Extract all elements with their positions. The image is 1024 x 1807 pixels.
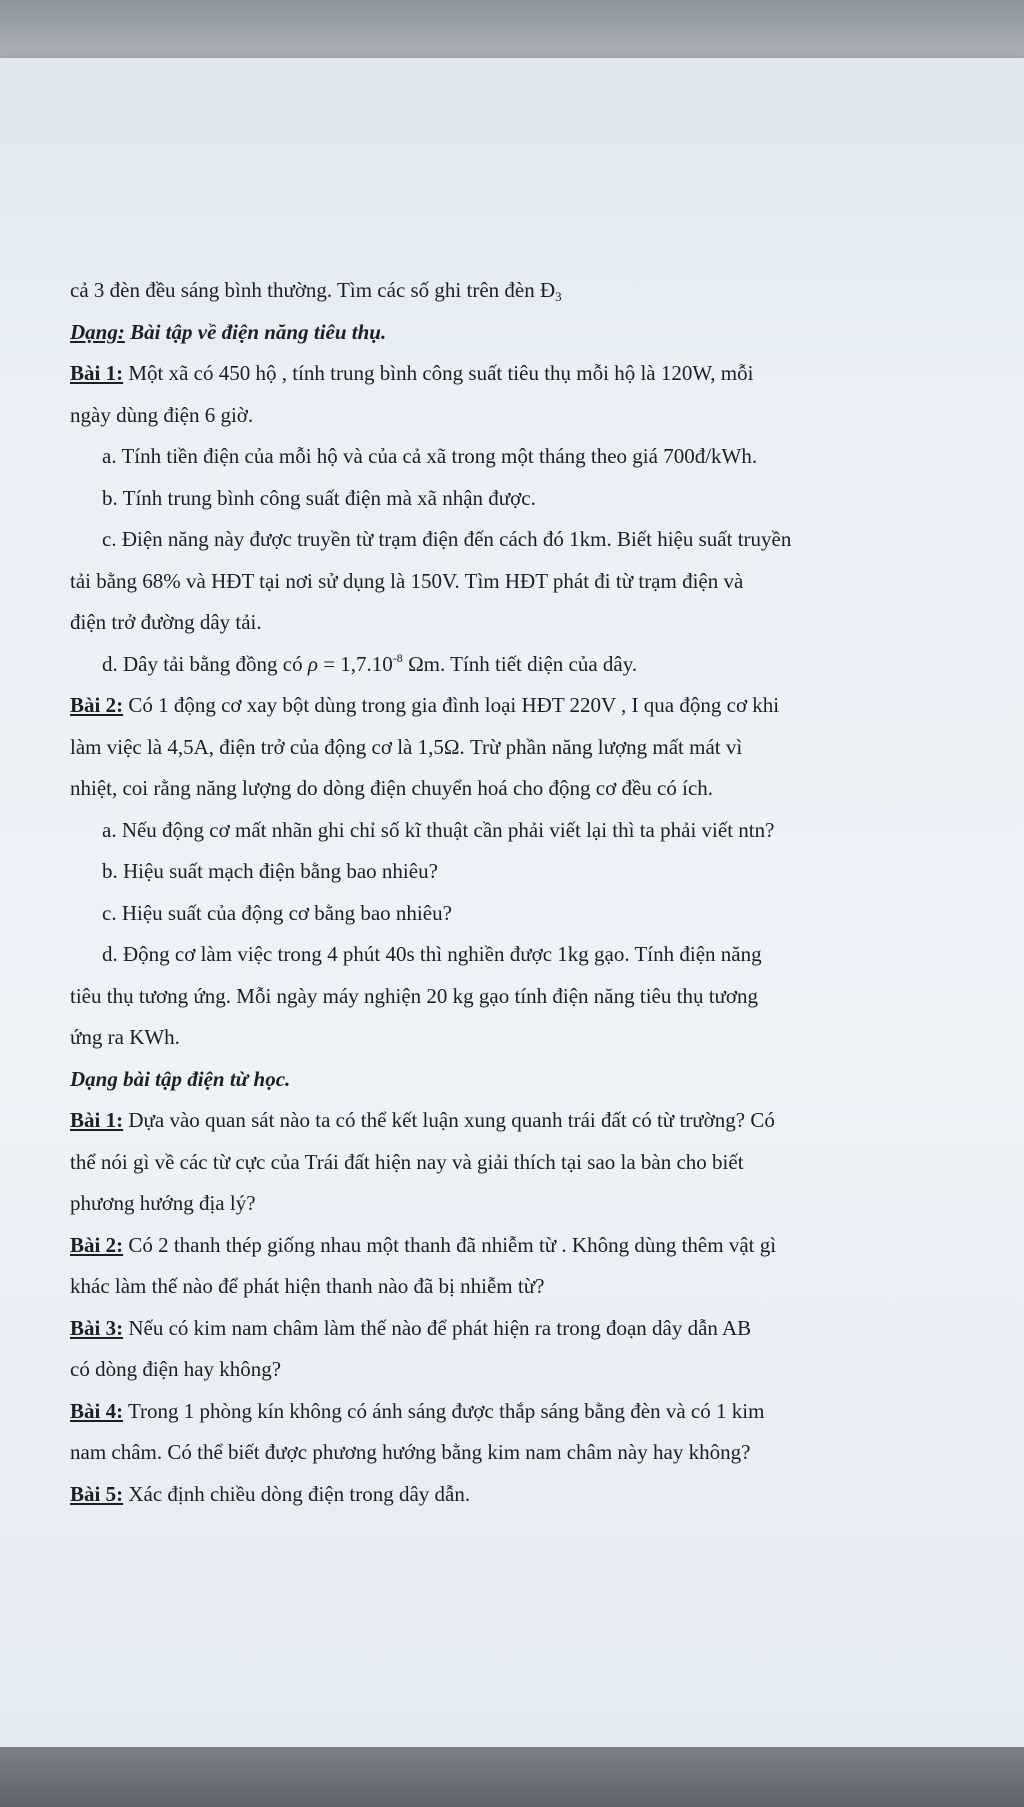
s1-bai1-part-d: d. Dây tải bằng đồng có $\rho = 1,7.10^{-8}$ Ωm. Tính tiết diện của dây.: [102, 650, 638, 676]
document-text: [70, 270, 986, 1515]
s2-bai3-line1: Bài 3: Nếu có kim nam châm làm thế nào để phát hiện ra trong đoạn dây dẫn AB: [70, 1315, 752, 1340]
s1-bai1-part-a: a. Tính tiền điện của mỗi hộ và của cả xã trong một tháng theo giá 700đ/kWh.: [102, 444, 758, 468]
s1-bai1-line1: Bài 1: Một xã có 450 hộ , tính trung bình công suất tiêu thụ mỗi hộ là 120W, mỗi: [70, 361, 754, 385]
s1-bai2-part-d-line1: d. Động cơ làm việc trong 4 phút 40s thì nghiền được 1kg gạo. Tính điện năng: [102, 942, 762, 966]
s1-bai1-part-c-line1: c. Điện năng này được truyền từ trạm điện đến cách đó 1km. Biết hiệu suất truyền: [102, 527, 792, 551]
s2-bai1-line3: phương hướng địa lý?: [70, 1191, 256, 1215]
s2-bai4-line2: nam châm. Có thể biết được phương hướng bằng kim nam châm này hay không?: [70, 1440, 751, 1464]
s1-bai1-part-c-line3: điện trở đường dây tải.: [70, 610, 262, 634]
s1-bai2-part-d-line3: ứng ra KWh.: [70, 1025, 180, 1049]
s2-bai1-line2: thể nói gì về các từ cực của Trái đất hiện nay và giải thích tại sao la bàn cho biết: [70, 1149, 744, 1174]
intro-line: cả 3 đèn đều sáng bình thường. Tìm các số ghi trên đèn $Đ_3$: [70, 278, 562, 304]
s1-bai1-part-c-line2: tải bằng 68% và HĐT tại nơi sử dụng là 150V. Tìm HĐT phát đi từ trạm điện và: [70, 568, 744, 593]
section-heading-energy: Dạng: Bài tập về điện năng tiêu thụ.: [70, 319, 387, 344]
s2-bai4-line1: Bài 4: Trong 1 phòng kín không có ánh sáng được thắp sáng bằng đèn và có 1 kim: [70, 1398, 765, 1423]
s1-bai2-part-c: c. Hiệu suất của động cơ bằng bao nhiêu?: [102, 900, 452, 925]
s2-bai5-line1: Bài 5: Xác định chiều dòng điện trong dây dẫn.: [70, 1481, 471, 1506]
s2-bai2-line1: Bài 2: Có 2 thanh thép giống nhau một thanh đã nhiễm từ . Không dùng thêm vật gì: [70, 1232, 777, 1257]
s1-bai1-part-b: b. Tính trung bình công suất điện mà xã nhận được.: [102, 485, 536, 510]
photo-bottom-background: [0, 1747, 1024, 1807]
s1-bai2-part-b: b. Hiệu suất mạch điện bằng bao nhiêu?: [102, 859, 438, 883]
s2-bai3-line2: có dòng điện hay không?: [70, 1357, 282, 1381]
s1-bai2-line3: nhiệt, coi rằng năng lượng do dòng điện chuyển hoá cho động cơ đều có ích.: [70, 776, 714, 800]
s1-bai1-line2: ngày dùng điện 6 giờ.: [70, 402, 254, 427]
s1-bai2-part-d-line2: tiêu thụ tương ứng. Mỗi ngày máy nghiện 20 kg gạo tính điện năng tiêu thụ tương: [70, 983, 759, 1008]
section-heading-electromagnetism: Dạng bài tập điện từ học.: [70, 1066, 291, 1091]
s2-bai2-line2: khác làm thế nào để phát hiện thanh nào đã bị nhiễm từ?: [70, 1274, 545, 1298]
s1-bai2-line1: Bài 2: Có 1 động cơ xay bột dùng trong gia đình loại HĐT 220V , I qua động cơ khi: [70, 693, 780, 717]
s2-bai1-line1: Bài 1: Dựa vào quan sát nào ta có thể kết luận xung quanh trái đất có từ trường? Có: [70, 1108, 775, 1132]
s1-bai2-part-a: a. Nếu động cơ mất nhãn ghi chỉ số kĩ thuật cần phải viết lại thì ta phải viết ntn?: [102, 817, 775, 842]
s1-bai2-line2: làm việc là 4,5A, điện trở của động cơ là 1,5Ω. Trừ phần năng lượng mất mát vì: [70, 734, 743, 759]
